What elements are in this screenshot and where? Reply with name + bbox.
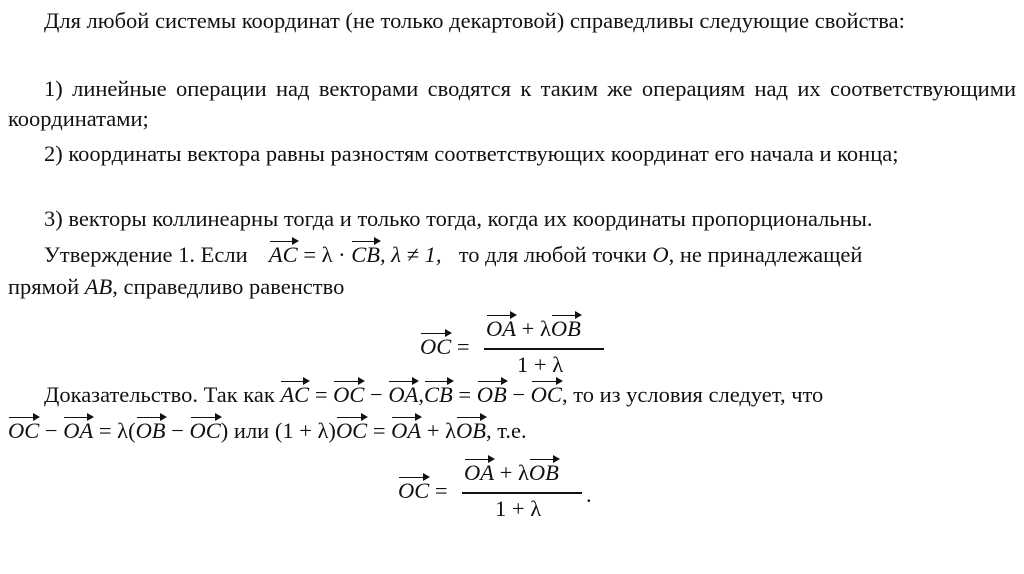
statement-text-after: то для любой точки bbox=[458, 242, 647, 267]
formula-2 bbox=[398, 456, 618, 526]
formula1-denominator: 1 + λ bbox=[517, 352, 564, 377]
line-ab: AB bbox=[84, 274, 113, 299]
proof-line-2: OC − OA = λ(OB − OC) или (1 + λ)OC = OA + λOB, т.е. bbox=[8, 416, 527, 446]
vector-cb: CB bbox=[351, 240, 380, 270]
paragraph-item-1: 1) линейные операции над векторами сводятся к таким же операциям над их соответствующими координатами; bbox=[8, 76, 1016, 131]
statement-line-1 bbox=[44, 240, 1016, 270]
formula2-numerator: OA + λOB bbox=[464, 458, 559, 488]
paragraph-item-3: 3) векторы коллинеарны тогда и только тогда, когда их координаты пропорциональны. bbox=[44, 206, 873, 231]
vector-ac: AC bbox=[269, 240, 298, 270]
statement-line-2 bbox=[8, 272, 344, 302]
paragraph-intro: Для любой системы координат (не только декартовой) справедливы следующие свойства: bbox=[44, 8, 905, 33]
point-o: O bbox=[652, 242, 669, 267]
statement-cond-ne: , λ ≠ 1, bbox=[380, 242, 442, 267]
formula2-denominator: 1 + λ bbox=[495, 496, 542, 521]
formula1-eq: = bbox=[456, 334, 470, 359]
formula1-lhs: OC bbox=[420, 332, 451, 362]
statement-label: Утверждение 1. Если bbox=[44, 242, 248, 267]
formula2-lhs: OC bbox=[398, 476, 429, 506]
formula1-numerator: OA + λOB bbox=[486, 314, 581, 344]
statement-line2-a: прямой bbox=[8, 274, 80, 299]
formula2-eq: = bbox=[434, 478, 448, 503]
statement-text-after-2: , не принадлежащей bbox=[668, 242, 863, 267]
statement-line2-b: , справедливо равенство bbox=[112, 274, 345, 299]
proof-line-1: Доказательство. Так как AC = OC − OA,CB = OB − OC, то из условия следует, что bbox=[44, 380, 823, 410]
proof-label: Доказательство. Так как bbox=[44, 382, 275, 407]
formula2-period: . bbox=[586, 482, 592, 507]
paragraph-item-2: 2) координаты вектора равны разностям соответствующих координат его начала и конца; bbox=[44, 141, 899, 166]
statement-eq-lambda: = λ · bbox=[303, 242, 346, 267]
formula-1 bbox=[420, 312, 620, 382]
